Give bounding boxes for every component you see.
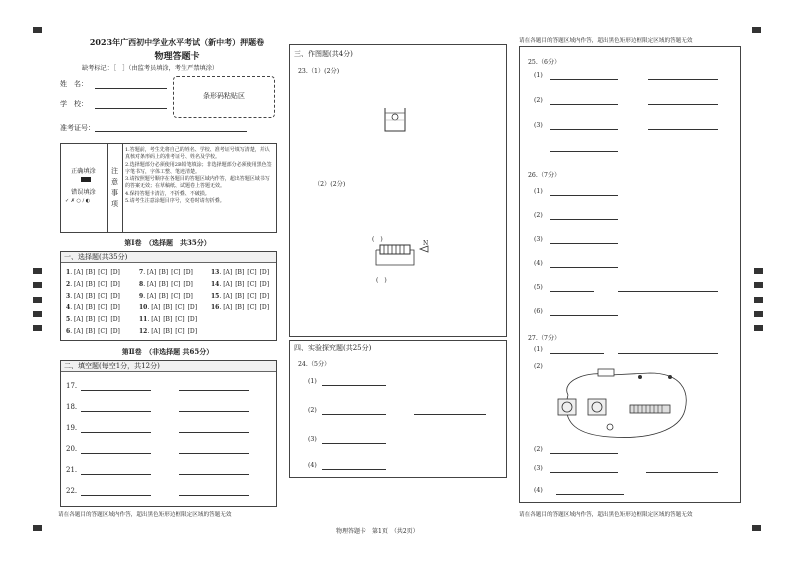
- candidate-id-label: 准考证号：: [60, 124, 95, 132]
- timing-mark: [754, 282, 763, 288]
- coil-bracket-bottom: ( ): [376, 277, 387, 284]
- coil-bracket-top: ( ): [372, 236, 383, 243]
- barcode-area: [173, 76, 275, 118]
- answer-column-right: [519, 46, 741, 503]
- q23-2-label: （2）(2分): [314, 181, 346, 188]
- choice-section-header: 一、选择题(共35分): [61, 252, 276, 263]
- timing-mark: [33, 525, 42, 531]
- timing-mark: [754, 311, 763, 317]
- beaker-icon: [382, 105, 408, 133]
- q26-item: (4): [534, 260, 543, 267]
- choice-group-3: [211, 267, 272, 314]
- correct-fill-sample: [81, 177, 91, 182]
- page-number: 物理答题卡 第1页 （共2页）: [336, 528, 419, 535]
- answer-line[interactable]: [322, 469, 386, 470]
- barcode-label: 条形码粘贴区: [203, 92, 245, 100]
- notice-block: [60, 143, 277, 233]
- choice-row[interactable]: 10. [A] [B] [C] [D]: [139, 304, 198, 312]
- choice-row[interactable]: 7. [A] [B] [C] [D]: [139, 269, 193, 276]
- fill-section-header: 二、填空题(每空1分，共12分): [61, 361, 276, 372]
- answer-line[interactable]: [556, 494, 624, 495]
- fill-question-number: 19.: [66, 424, 78, 432]
- timing-mark: [752, 27, 761, 33]
- experiment-section: [289, 340, 507, 478]
- answer-line[interactable]: [550, 267, 618, 268]
- part1-title: 第Ⅰ卷 （选择题 共35分）: [124, 238, 211, 247]
- fill-question-number: 18.: [66, 403, 78, 411]
- fill-question-number: 22.: [66, 487, 78, 495]
- experiment-section-header: 四、实验探究题(共25分): [294, 344, 372, 352]
- q25-item: (3): [534, 122, 543, 129]
- choice-row[interactable]: 15. [A] [B] [C] [D]: [211, 292, 270, 300]
- q27-label: 27.（7分）: [528, 335, 561, 342]
- q26-item: (6): [534, 308, 543, 315]
- choice-row[interactable]: 16. [A] [B] [C] [D]: [211, 304, 270, 312]
- answer-line[interactable]: [322, 443, 386, 444]
- q25-label: 25.（6分）: [528, 59, 561, 66]
- choice-row[interactable]: 8. [A] [B] [C] [D]: [139, 280, 193, 288]
- notice-item: 2.选择题部分必须使用2B铅笔填涂；非选择题部分必须使用黑色签字笔书写，字体工整、笔迹清楚。: [125, 161, 272, 175]
- choice-row[interactable]: 4. [A] [B] [C] [D]: [66, 304, 120, 312]
- q27-item: (1): [534, 346, 543, 353]
- timing-mark: [33, 311, 42, 317]
- correct-fill-label: 正确填涂: [71, 168, 96, 175]
- q26-item: (2): [534, 212, 543, 219]
- wrong-fill-samples: ✓ ✗ ○ / ◐: [65, 198, 91, 204]
- notice-item: 1.答题前，考生先将自己的姓名、学校、准考证号填写清楚，并认真核对条形码上的准考证号、姓名及学校。: [125, 147, 270, 161]
- q24-item: (3): [308, 436, 317, 443]
- answer-line[interactable]: [550, 219, 618, 220]
- answer-line[interactable]: [179, 432, 249, 433]
- answer-line[interactable]: [550, 129, 618, 130]
- circuit-diagram-icon: [550, 365, 700, 445]
- choice-row[interactable]: 12. [A] [B] [C] [D]: [139, 327, 198, 335]
- wrong-fill-label: 错误填涂: [71, 189, 96, 196]
- q24-label: 24.（5分）: [298, 361, 331, 368]
- answer-line[interactable]: [414, 414, 486, 415]
- notice-item: 4.保持答题卡清洁，不折叠、不破损。: [125, 190, 210, 197]
- answer-line[interactable]: [550, 453, 618, 454]
- answer-line[interactable]: [648, 129, 718, 130]
- answer-line[interactable]: [179, 411, 249, 412]
- answer-line[interactable]: [550, 151, 618, 152]
- q26-item: (1): [534, 188, 543, 195]
- school-label: 学 校：: [60, 100, 88, 108]
- magnet-n-label: N: [423, 240, 429, 247]
- choice-row[interactable]: 2. [A] [B] [C] [D]: [66, 280, 120, 288]
- choice-row[interactable]: 11. [A] [B] [C] [D]: [139, 316, 198, 324]
- q27-item: (4): [534, 487, 543, 494]
- q25-item: (1): [534, 72, 543, 79]
- answer-line[interactable]: [179, 453, 249, 454]
- q27-item: (2): [534, 446, 543, 453]
- answer-line[interactable]: [648, 104, 718, 105]
- answer-line[interactable]: [81, 495, 151, 496]
- name-field[interactable]: [95, 88, 167, 89]
- choice-section: [60, 251, 277, 341]
- q23-1-label: 23.（1）(2分): [298, 68, 340, 75]
- q26-item: (5): [534, 284, 543, 291]
- answer-line[interactable]: [550, 79, 618, 80]
- drawing-section: [289, 44, 507, 337]
- timing-mark: [33, 282, 42, 288]
- choice-row[interactable]: 13. [A] [B] [C] [D]: [211, 269, 270, 276]
- footer-warning: 请在各题目的答题区域内作答，超出黑色矩形边框限定区域的答题无效: [58, 512, 232, 518]
- answer-line[interactable]: [550, 353, 604, 354]
- notice-list: [125, 147, 273, 205]
- timing-mark: [33, 297, 42, 303]
- answer-line[interactable]: [550, 472, 618, 473]
- choice-row[interactable]: 1. [A] [B] [C] [D]: [66, 269, 120, 276]
- exam-title: 2023年广西初中学业水平考试（新中考）押题卷: [89, 37, 265, 47]
- answer-line[interactable]: [81, 411, 151, 412]
- timing-mark: [33, 27, 42, 33]
- choice-group-1: [66, 267, 123, 338]
- fill-question-number: 17.: [66, 382, 78, 390]
- answer-line[interactable]: [648, 79, 718, 80]
- q25-item: (2): [534, 97, 543, 104]
- answer-line[interactable]: [646, 472, 718, 473]
- bottom-warning: 请在各题目的答题区域内作答，超出黑色矩形边框限定区域的答题无效: [519, 512, 693, 518]
- choice-row[interactable]: 14. [A] [B] [C] [D]: [211, 280, 270, 288]
- answer-line[interactable]: [179, 495, 249, 496]
- answer-line[interactable]: [618, 353, 718, 354]
- absent-mark-label[interactable]: 缺考标记：［ ］（由监考员填涂，考生严禁填涂）: [82, 65, 219, 72]
- choice-row[interactable]: 6. [A] [B] [C] [D]: [66, 327, 120, 335]
- drawing-section-header: 三、作图题(共4分): [294, 50, 353, 58]
- timing-mark: [754, 297, 763, 303]
- name-label: 姓 名：: [60, 80, 88, 88]
- answer-line[interactable]: [550, 104, 618, 105]
- q26-item: (3): [534, 236, 543, 243]
- fill-question-number: 20.: [66, 445, 78, 453]
- choice-row[interactable]: 5. [A] [B] [C] [D]: [66, 316, 120, 324]
- q24-item: (4): [308, 462, 317, 469]
- part2-title: 第Ⅱ卷 （非选择题 共65分）: [121, 347, 214, 356]
- q24-item: (1): [308, 378, 317, 385]
- answer-line[interactable]: [179, 474, 249, 475]
- fill-question-number: 21.: [66, 466, 78, 474]
- answer-line[interactable]: [618, 291, 718, 292]
- choice-row[interactable]: 9. [A] [B] [C] [D]: [139, 292, 193, 300]
- card-subtitle: 物理答题卡: [154, 52, 200, 62]
- answer-line[interactable]: [81, 474, 151, 475]
- answer-line[interactable]: [81, 390, 151, 391]
- notice-item: 3.请按照题号顺序在各题目的答题区域内作答，超出答题区域书写的答案无效；在草稿纸、试题卷上答题无效。: [125, 176, 270, 190]
- answer-line[interactable]: [81, 453, 151, 454]
- choice-group-2: [139, 267, 200, 338]
- top-warning: 请在各题目的答题区域内作答，超出黑色矩形边框限定区域的答题无效: [519, 38, 693, 44]
- fill-section: [60, 360, 277, 507]
- q27-item: (3): [534, 465, 543, 472]
- timing-mark: [754, 268, 763, 274]
- answer-line[interactable]: [179, 390, 249, 391]
- answer-line[interactable]: [322, 414, 386, 415]
- choice-row[interactable]: 3. [A] [B] [C] [D]: [66, 292, 120, 300]
- notice-title: 注意事项: [111, 167, 118, 208]
- answer-line[interactable]: [550, 243, 618, 244]
- q26-label: 26.（7分）: [528, 172, 561, 179]
- timing-mark: [33, 268, 42, 274]
- answer-line[interactable]: [550, 315, 618, 316]
- timing-mark: [33, 325, 42, 331]
- q27-item-2: (2): [534, 363, 543, 370]
- school-field[interactable]: [95, 108, 167, 109]
- answer-line[interactable]: [550, 195, 618, 196]
- q24-item: (2): [308, 407, 317, 414]
- timing-mark: [754, 325, 763, 331]
- timing-mark: [752, 525, 761, 531]
- notice-item: 5.请考生注意涂题目序号，交卷时请勿折叠。: [125, 198, 225, 205]
- answer-line[interactable]: [550, 291, 594, 292]
- solenoid-icon: [372, 243, 442, 273]
- answer-line[interactable]: [322, 385, 386, 386]
- answer-line[interactable]: [81, 432, 151, 433]
- candidate-id-field[interactable]: [95, 131, 247, 132]
